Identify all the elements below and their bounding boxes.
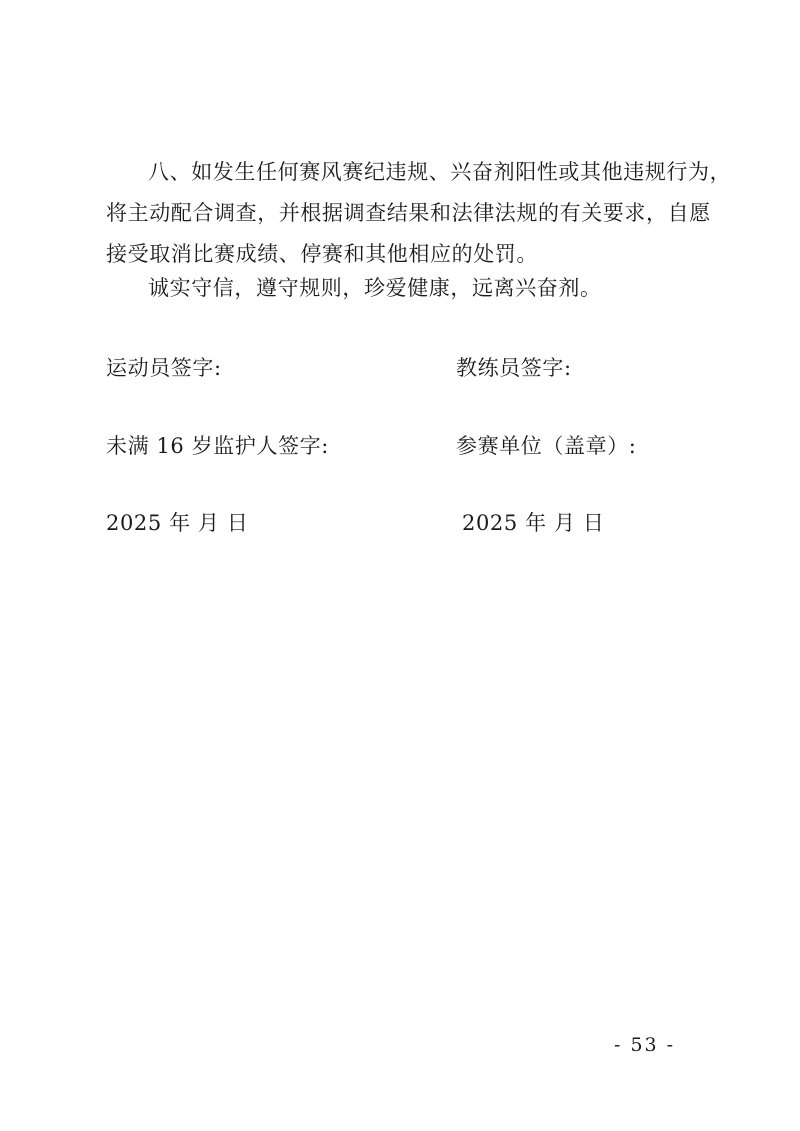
- athlete-date: 2025 年 月 日: [106, 511, 249, 535]
- unit-seal-label: 参赛单位（盖章）:: [456, 434, 637, 458]
- clause-eight: [106, 152, 732, 275]
- coach-signature-label: 教练员签字:: [456, 356, 572, 380]
- integrity-pledge: [106, 268, 706, 309]
- clause-eight-line-3: 接受取消比赛成绩、停赛和其他相应的处罚。: [106, 242, 538, 266]
- clause-eight-line-2: 将主动配合调查，并根据调查结果和法律法规的有关要求，自愿: [106, 201, 711, 225]
- unit-date: 2025 年 月 日: [462, 511, 605, 535]
- guardian-signature-label: 未满 16 岁监护人签字:: [106, 434, 329, 458]
- athlete-signature-label: 运动员签字:: [106, 356, 222, 380]
- integrity-pledge-line: 诚实守信，遵守规则，珍爱健康，远离兴奋剂。: [148, 276, 602, 300]
- clause-eight-line-1: 八、如发生任何赛风赛纪违规、兴奋剂阳性或其他违规行为，: [148, 160, 732, 184]
- page-number: - 53 -: [614, 1034, 676, 1056]
